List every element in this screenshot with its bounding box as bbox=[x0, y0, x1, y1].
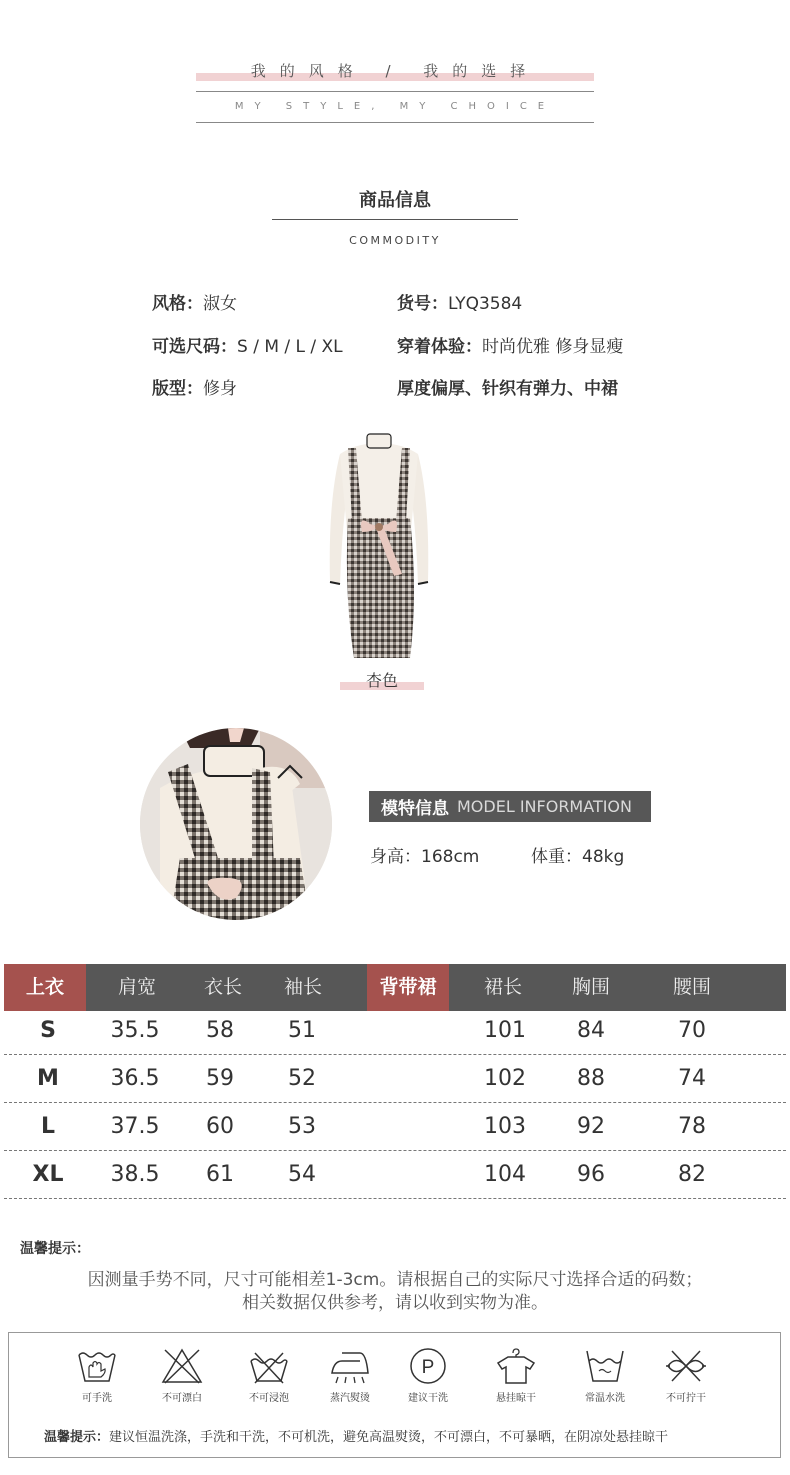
care-label-no-wring: 不可拧干 bbox=[666, 1393, 706, 1404]
table-cell-skirt: 102 bbox=[484, 1066, 526, 1091]
care-label-steam-iron: 蒸汽熨烫 bbox=[330, 1393, 370, 1404]
table-row-size: L bbox=[40, 1114, 56, 1139]
care-item-normal-temp-wash bbox=[565, 1347, 645, 1404]
table-cell-shoulder: 35.5 bbox=[110, 1018, 160, 1043]
table-cell-shoulder: 36.5 bbox=[110, 1066, 160, 1091]
normal-temp-wash-icon bbox=[583, 1347, 627, 1385]
tips-line-2: 相关数据仅供参考，请以收到实物为准。 bbox=[242, 1293, 548, 1313]
table-cell-waist: 74 bbox=[678, 1066, 706, 1091]
table-row-divider bbox=[4, 1150, 786, 1151]
info-sizes-value: S / M / L / XL bbox=[237, 337, 343, 357]
care-item-hang-dry bbox=[476, 1347, 556, 1404]
table-row-divider bbox=[4, 1198, 786, 1199]
care-note-text: 建议恒温洗涤，手洗和干洗，不可机洗，避免高温熨烫，不可漂白，不可暴晒，在阴凉处悬挂晾干 bbox=[109, 1430, 669, 1445]
info-sizes bbox=[152, 332, 343, 357]
banner-divider-top bbox=[196, 91, 594, 92]
tips-line-1: 因测量手势不同，尺寸可能相差1-3cm。请根据自己的实际尺寸选择合适的码数； bbox=[87, 1270, 703, 1290]
banner-subtitle: MY STYLE, MY CHOICE bbox=[234, 101, 556, 112]
care-item-no-wring bbox=[646, 1347, 726, 1404]
info-fabric bbox=[397, 374, 618, 399]
model-info-tag-cn: 模特信息 bbox=[381, 799, 449, 819]
hang-dry-icon bbox=[494, 1347, 538, 1385]
section-title: 商品信息 bbox=[359, 190, 431, 211]
size-table-header-sleeve: 袖长 bbox=[283, 976, 322, 998]
section-subtitle: COMMODITY bbox=[349, 234, 441, 247]
table-row-divider bbox=[4, 1054, 786, 1055]
table-row-divider bbox=[4, 1102, 786, 1103]
care-note-label: 温馨提示： bbox=[44, 1430, 110, 1445]
care-label-no-soak: 不可浸泡 bbox=[249, 1393, 289, 1404]
dry-clean-glyph: P bbox=[421, 1357, 435, 1378]
table-cell-bust: 88 bbox=[577, 1066, 605, 1091]
care-item-dry-clean bbox=[388, 1347, 468, 1404]
table-cell-skirt: 103 bbox=[484, 1114, 526, 1139]
table-cell-shoulder: 38.5 bbox=[110, 1162, 160, 1187]
table-cell-length: 60 bbox=[206, 1114, 234, 1139]
care-label-dry-clean: 建议干洗 bbox=[408, 1393, 448, 1404]
table-cell-skirt: 101 bbox=[484, 1018, 526, 1043]
care-item-hand-wash bbox=[57, 1347, 137, 1404]
section-divider bbox=[272, 219, 518, 220]
product-image bbox=[318, 432, 440, 668]
table-cell-waist: 82 bbox=[678, 1162, 706, 1187]
table-cell-length: 59 bbox=[206, 1066, 234, 1091]
care-note bbox=[44, 1426, 668, 1445]
info-fit-label: 版型： bbox=[152, 379, 203, 399]
care-item-no-soak bbox=[229, 1347, 309, 1404]
banner-title: 我的风格 / 我的选择 bbox=[250, 62, 540, 80]
info-style-value: 淑女 bbox=[203, 294, 237, 314]
table-row-size: XL bbox=[32, 1162, 64, 1187]
care-label-no-bleach: 不可漂白 bbox=[162, 1393, 202, 1404]
info-feel bbox=[397, 332, 623, 357]
model-info-tag bbox=[369, 791, 651, 822]
no-soak-icon bbox=[247, 1347, 291, 1385]
size-table-header-skirt-length: 裙长 bbox=[483, 976, 522, 998]
tips-title: 温馨提示： bbox=[20, 1241, 90, 1257]
table-row-size: S bbox=[40, 1018, 56, 1043]
no-wring-icon bbox=[664, 1347, 708, 1385]
care-item-steam-iron bbox=[310, 1347, 390, 1404]
info-fit-value: 修身 bbox=[203, 379, 237, 399]
size-table-header-waist: 腰围 bbox=[672, 976, 711, 998]
care-label-hang-dry: 悬挂晾干 bbox=[496, 1393, 536, 1404]
model-weight: 体重：48kg bbox=[531, 847, 625, 867]
size-table-header-top: 上衣 bbox=[4, 964, 86, 1011]
table-cell-skirt: 104 bbox=[484, 1162, 526, 1187]
steam-iron-icon bbox=[328, 1347, 372, 1385]
info-fit bbox=[152, 374, 237, 399]
dry-clean-icon bbox=[406, 1347, 450, 1385]
info-feel-value: 时尚优雅 修身显瘦 bbox=[482, 337, 624, 357]
table-cell-sleeve: 54 bbox=[288, 1162, 316, 1187]
model-photo bbox=[140, 728, 332, 920]
size-table-header-bust: 胸围 bbox=[571, 976, 610, 998]
table-row-size: M bbox=[37, 1066, 59, 1091]
table-cell-shoulder: 37.5 bbox=[110, 1114, 160, 1139]
info-feel-label: 穿着体验： bbox=[397, 337, 482, 357]
banner-divider-bottom bbox=[196, 122, 594, 123]
no-bleach-icon bbox=[160, 1347, 204, 1385]
info-sku-value: LYQ3584 bbox=[448, 294, 523, 314]
table-cell-length: 58 bbox=[206, 1018, 234, 1043]
care-item-no-bleach bbox=[142, 1347, 222, 1404]
table-cell-waist: 78 bbox=[678, 1114, 706, 1139]
table-cell-bust: 96 bbox=[577, 1162, 605, 1187]
table-cell-sleeve: 51 bbox=[288, 1018, 316, 1043]
size-table-header-skirt-dress: 背带裙 bbox=[367, 964, 449, 1011]
info-sku-label: 货号： bbox=[397, 294, 448, 314]
table-cell-bust: 84 bbox=[577, 1018, 605, 1043]
info-sku bbox=[397, 289, 522, 314]
size-table-header-shoulder: 肩宽 bbox=[117, 976, 156, 998]
info-style bbox=[152, 289, 237, 314]
table-cell-sleeve: 52 bbox=[288, 1066, 316, 1091]
color-label: 杏色 bbox=[365, 671, 398, 690]
model-info-tag-en: MODEL INFORMATION bbox=[457, 797, 632, 816]
info-fabric-value: 厚度偏厚、针织有弹力、中裙 bbox=[397, 379, 618, 399]
model-height: 身高：168cm bbox=[370, 847, 480, 867]
table-cell-bust: 92 bbox=[577, 1114, 605, 1139]
table-cell-waist: 70 bbox=[678, 1018, 706, 1043]
info-sizes-label: 可选尺码： bbox=[152, 337, 237, 357]
table-cell-length: 61 bbox=[206, 1162, 234, 1187]
info-style-label: 风格： bbox=[152, 294, 203, 314]
hand-wash-icon bbox=[75, 1347, 119, 1385]
size-table-header-length: 衣长 bbox=[203, 976, 242, 998]
care-label-normal-temp-wash: 常温水洗 bbox=[585, 1393, 625, 1404]
care-label-hand-wash: 可手洗 bbox=[82, 1393, 112, 1404]
table-cell-sleeve: 53 bbox=[288, 1114, 316, 1139]
